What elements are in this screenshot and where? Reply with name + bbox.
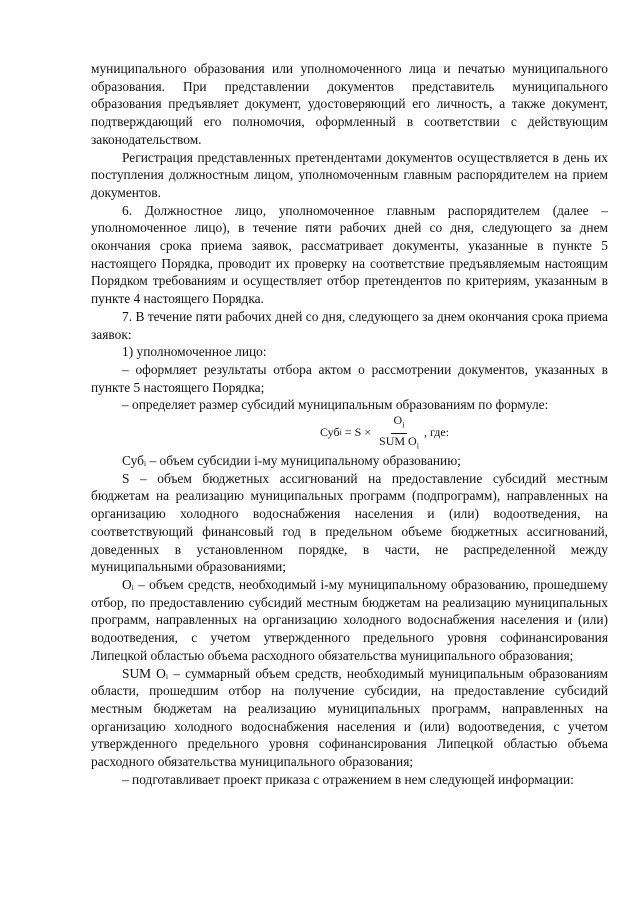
paragraph: Регистрация представленных претендентами документов осуществляется в день их поступления должностным лицом, уполномоченным главным распорядителем на прием документов. xyxy=(91,149,608,200)
paragraph: 6. Должностное лицо, уполномоченное главным распорядителем (далее – уполномоченное лицо), в течение пяти рабочих дней со дня, следующего за днем окончания срока приема заявок, рассматривает документы, указанные в пункте 5 настоящего Порядка, проводит их проверку на соответствие предъявляемым настоящим Порядком требованиям и осуществляет отбор претендентов по критериям, указанным в пункте 4 настоящего Порядка. xyxy=(91,202,608,307)
paragraph: – подготавливает проект приказа с отражением в нем следующей информации: xyxy=(122,771,574,787)
paragraph: 7. В течение пяти рабочих дней со дня, следующего за днем окончания срока приема заявок: xyxy=(91,308,608,342)
paragraph: Oᵢ – объем средств, необходимый i-му муниципальному образованию, прошедшему отбор, по предоставлению субсидий местным бюджетам на реализацию муниципальных программ, направленных на организацию холодного водоснабжения населения и (или) водоотведения, с учетом утвержденного предельного уровня софинансирования Липецкой областью объема расходного обязательства муниципального образования; xyxy=(91,576,608,663)
subsidy-formula xyxy=(91,414,608,452)
denominator-sub: i xyxy=(416,440,419,450)
numerator-text: O xyxy=(393,413,403,428)
numerator-sub: i xyxy=(402,420,405,430)
paragraph: 1) уполномоченное лицо: xyxy=(122,344,267,360)
formula-tail: , где: xyxy=(423,425,450,440)
formula-numerator xyxy=(391,413,408,433)
formula-lhs-sub: i xyxy=(339,428,342,438)
formula-denominator xyxy=(376,434,422,453)
paragraph: муниципального образования или уполномоченного лица и печатью муниципального образования. При представлении документов представитель муниципального образования предъявляет документ, удостоверяющий его личность, а также документ, подтверждающий его полномочия, оформленный в соответствии с действующим законодательством. xyxy=(91,61,608,147)
formula-fraction xyxy=(376,413,422,453)
formula-lhs: Суб xyxy=(319,425,340,440)
formula-equals: = S × xyxy=(341,425,375,440)
denominator-text: SUM O xyxy=(379,433,417,448)
paragraph: – определяет размер субсидий муниципальным образованиям по формуле: xyxy=(122,397,549,413)
paragraph: S – объем бюджетных ассигнований на предоставление субсидий местным бюджетам на реализацию муниципальных программ (подпрограмм), направленных на организацию холодного водоснабжения населения и (или) водоотведения, на соответствующий финансовый год в предельном объеме бюджетных ассигнований, доведенных в установленном порядке, в части, не распределенной между муниципальными образованиями; xyxy=(91,470,608,575)
paragraph: Субᵢ – объем субсидии i-му муниципальному образованию; xyxy=(122,453,461,469)
paragraph: SUM Oᵢ – суммарный объем средств, необходимый муниципальным образованиям области, прошедшим отбор на получение субсидии, на предоставление субсидий местным бюджетам на реализацию муниципальных программ, направленных на организацию холодного водоснабжения населения и (или) водоотведения, с учетом утвержденного предельного уровня софинансирования Липецкой областью объема расходного обязательства муниципального образования; xyxy=(91,665,608,770)
document-body xyxy=(91,60,608,788)
paragraph: – оформляет результаты отбора актом о рассмотрении документов, указанных в пункте 5 настоящего Порядка; xyxy=(91,361,608,395)
